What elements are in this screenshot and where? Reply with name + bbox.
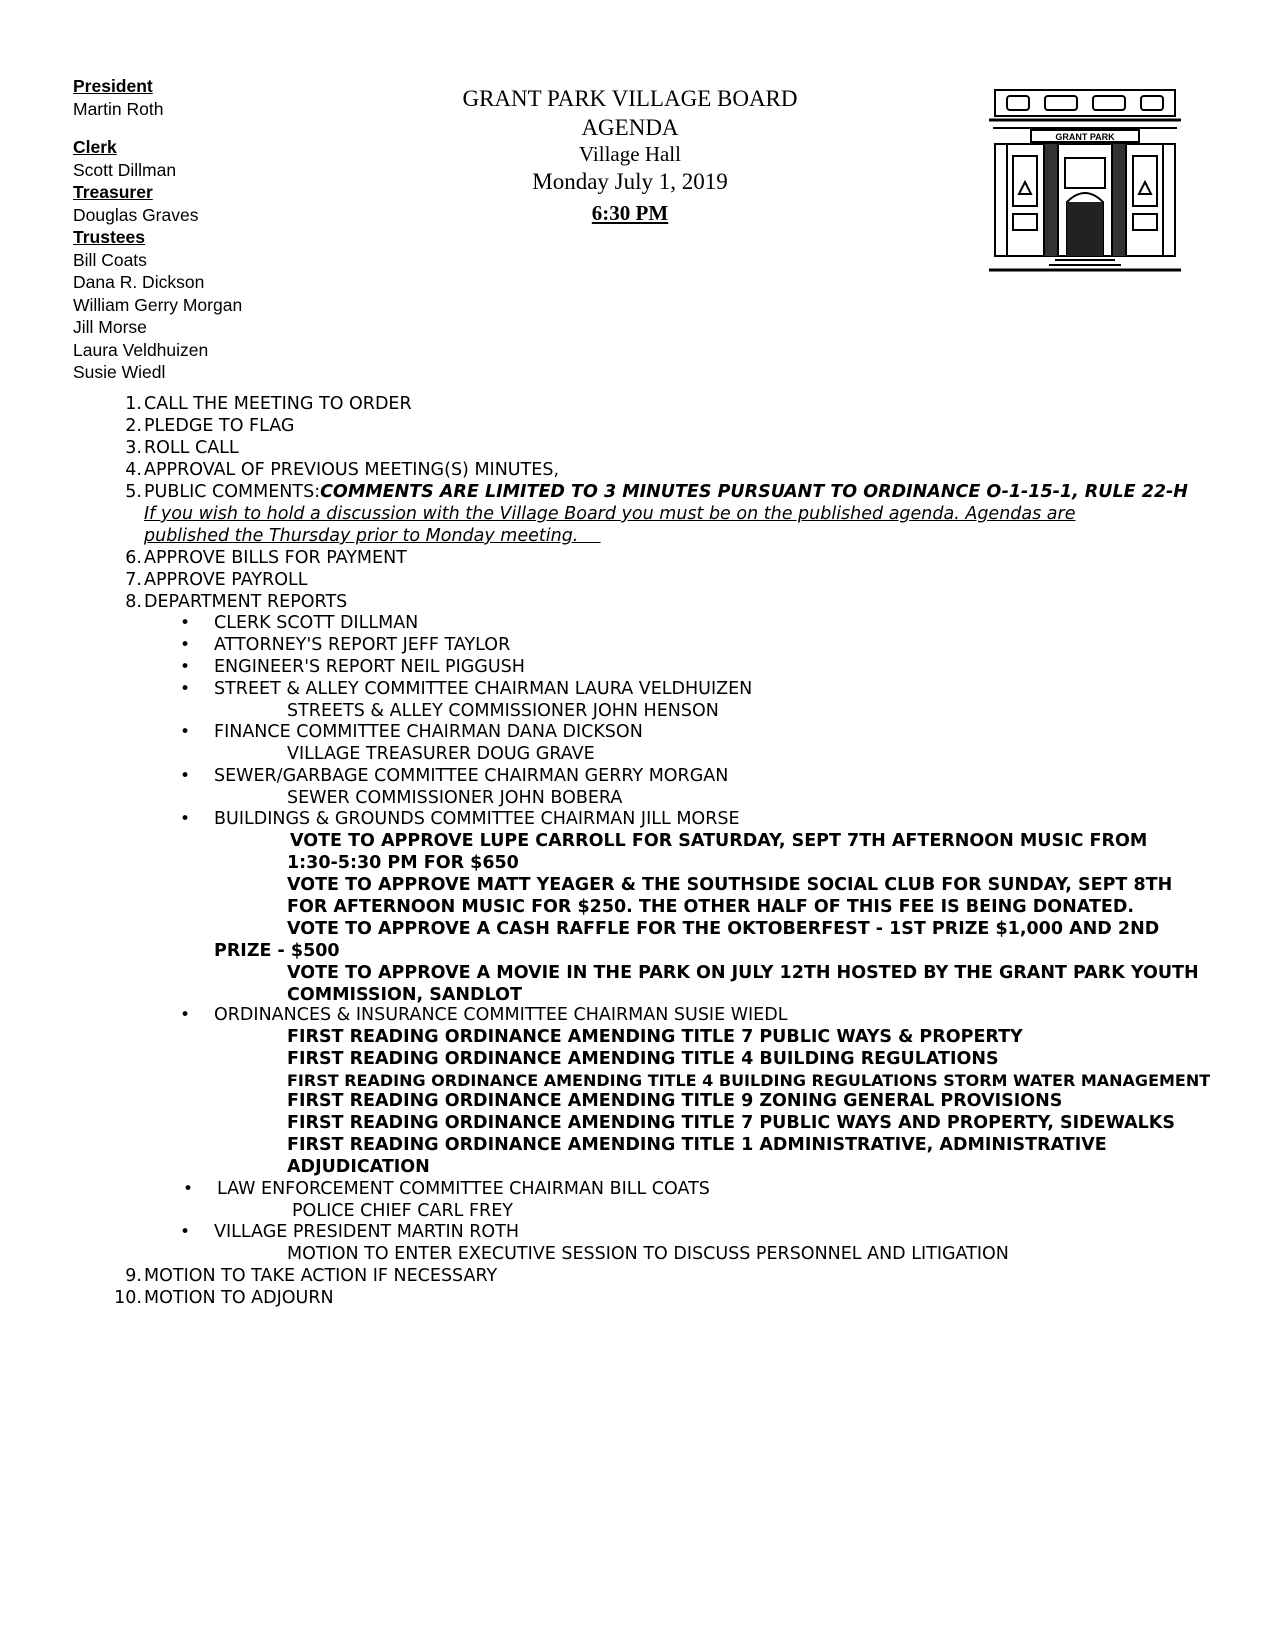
building-sign: GRANT PARK	[1055, 132, 1115, 142]
clerk-label: Clerk	[73, 137, 117, 157]
trustee-name: Susie Wiedl	[73, 362, 166, 382]
ordinance-line: FIRST READING ORDINANCE AMENDING TITLE 9 ZONING GENERAL PROVISIONS	[287, 1091, 1063, 1111]
page-header	[400, 84, 860, 228]
trustees-label: Trustees	[73, 227, 145, 247]
motion-line: PRIZE - $500	[214, 941, 340, 961]
ordinance-line: FIRST READING ORDINANCE AMENDING TITLE 7 PUBLIC WAYS & PROPERTY	[287, 1027, 1023, 1047]
treasurer-label: Treasurer	[73, 182, 153, 202]
motion-line: VOTE TO APPROVE MATT YEAGER & THE SOUTHSIDE SOCIAL CLUB FOR SUNDAY, SEPT 8TH	[287, 875, 1173, 895]
report-subitem: POLICE CHIEF CARL FREY	[292, 1201, 513, 1221]
ordinance-line: FIRST READING ORDINANCE AMENDING TITLE 4 BUILDING REGULATIONS STORM WATER MANAGEMENT	[287, 1071, 1211, 1090]
president-name: Martin Roth	[73, 98, 164, 119]
trustee-name: Laura Veldhuizen	[73, 339, 209, 360]
clerk-name: Scott Dillman	[73, 159, 177, 180]
treasurer-name: Douglas Graves	[73, 204, 199, 225]
ordinance-line: ADJUDICATION	[287, 1157, 430, 1177]
ordinance-line: FIRST READING ORDINANCE AMENDING TITLE 4 BUILDING REGULATIONS	[287, 1049, 999, 1069]
trustee-name: Dana R. Dickson	[73, 272, 205, 292]
motion-line: COMMISSION, SANDLOT	[287, 985, 522, 1005]
trustee-name: Bill Coats	[73, 249, 147, 270]
meeting-location: Village Hall	[579, 142, 681, 166]
trustee-name: William Gerry Morgan	[73, 294, 243, 315]
officers-list	[73, 75, 353, 384]
ordinance-line: FIRST READING ORDINANCE AMENDING TITLE 1 ADMINISTRATIVE, ADMINISTRATIVE	[287, 1135, 1107, 1155]
president-label: President	[73, 76, 153, 96]
report-subitem: MOTION TO ENTER EXECUTIVE SESSION TO DISCUSS PERSONNEL AND LITIGATION	[287, 1244, 1009, 1264]
meeting-date: Monday July 1, 2019	[532, 169, 728, 194]
motion-line: VOTE TO APPROVE LUPE CARROLL FOR SATURDAY, SEPT 7TH AFTERNOON MUSIC FROM	[290, 831, 1148, 851]
motion-line: VOTE TO APPROVE A MOVIE IN THE PARK ON JULY 12TH HOSTED BY THE GRANT PARK YOUTH	[287, 963, 1199, 983]
village-hall-illustration	[985, 84, 1185, 274]
ordinance-line: FIRST READING ORDINANCE AMENDING TITLE 7 PUBLIC WAYS AND PROPERTY, SIDEWALKS	[287, 1113, 1175, 1133]
board-title: GRANT PARK VILLAGE BOARD	[462, 86, 798, 111]
motion-line: FOR AFTERNOON MUSIC FOR $250. THE OTHER HALF OF THIS FEE IS BEING DONATED.	[287, 897, 1135, 917]
report-subitem: STREETS & ALLEY COMMISSIONER JOHN HENSON	[287, 701, 719, 721]
trustee-name: Jill Morse	[73, 317, 147, 337]
report-subitem: VILLAGE TREASURER DOUG GRAVE	[287, 744, 595, 764]
report-subitem: SEWER COMMISSIONER JOHN BOBERA	[287, 788, 623, 808]
public-comments-note: If you wish to hold a discussion with the Village Board you must be on the published agenda. Agendas are	[144, 504, 1076, 524]
meeting-time: 6:30 PM	[591, 201, 669, 225]
motion-line: 1:30-5:30 PM FOR $650	[287, 853, 519, 873]
motion-line: VOTE TO APPROVE A CASH RAFFLE FOR THE OKTOBERFEST - 1ST PRIZE $1,000 AND 2ND	[287, 919, 1160, 939]
public-comments-note: published the Thursday prior to Monday meeting.	[144, 526, 601, 546]
agenda-title: AGENDA	[581, 115, 679, 140]
